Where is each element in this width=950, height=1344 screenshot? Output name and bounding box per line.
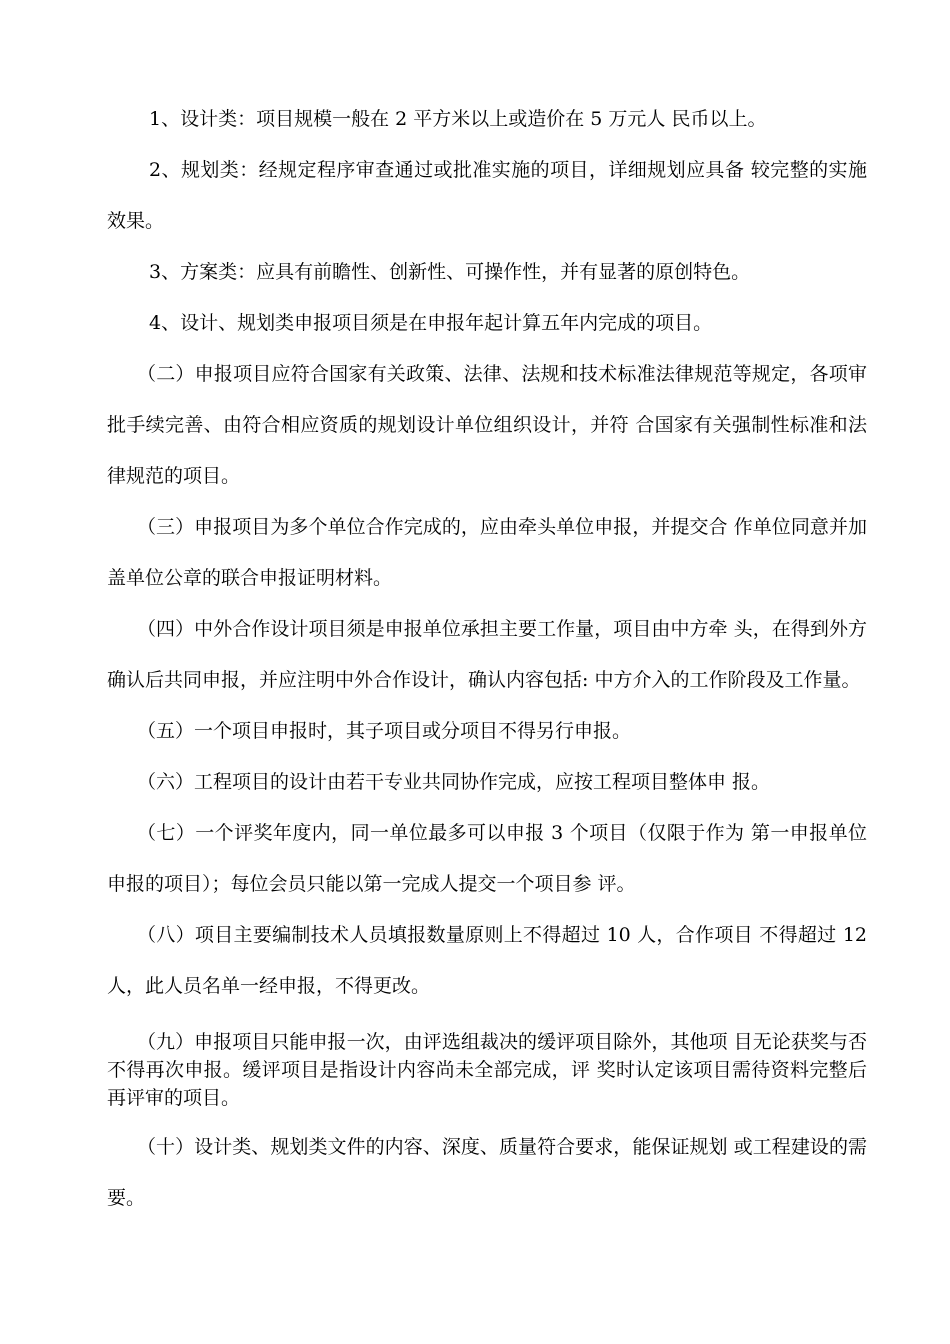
paragraph-item-10: （十）设计类、规划类文件的内容、深度、质量符合要求，能保证规划 或工程建设的需要。 [107,1136,867,1209]
paragraph-item-4: （四）中外合作设计项目须是申报单位承担主要工作量，项目由中方牵 头，在得到外方确认后共同申报，并应注明中外合作设计，确认内容包括: 中方介入的工作阶段及工作量。 [107,618,867,691]
paragraph-item-2: （二）申报项目应符合国家有关政策、法律、法规和技术标准法律规范等规定，各项审批手续完善、由符合相应资质的规划设计单位组织设计，并符 合国家有关强制性标准和法律规范的项目。 [107,363,867,487]
paragraph-item-6: （六）工程项目的设计由若干专业共同协作完成，应按工程项目整体申 报。 [137,771,771,793]
paragraph-item-7: （七）一个评奖年度内，同一单位最多可以申报 3 个项目（仅限于作为 第一申报单位申报的项目）；每位会员只能以第一完成人提交一个项目参 评。 [107,822,867,895]
paragraph-completion-period: 4、设计、规划类申报项目须是在申报年起计算五年内完成的项目。 [149,312,713,334]
paragraph-item-9: （九）申报项目只能申报一次，由评选组裁决的缓评项目除外，其他项 目无论获奖与否不得再次申报。缓评项目是指设计内容尚未全部完成，评 奖时认定该项目需待资料完整后再评审的项目。 [107,1031,867,1109]
paragraph-item-5: （五）一个项目申报时，其子项目或分项目不得另行申报。 [137,720,632,742]
paragraph-planning-category: 2、规划类：经规定程序审查通过或批准实施的项目，详细规划应具备 较完整的实施效果。 [107,159,867,232]
paragraph-item-8: （八）项目主要编制技术人员填报数量原则上不得超过 10 人，合作项目 不得超过 12 人，此人员名单一经申报，不得更改。 [107,924,867,997]
paragraph-scheme-category: 3、方案类：应具有前瞻性、创新性、可操作性，并有显著的原创特色。 [149,261,751,283]
document-page [107,94,867,1224]
paragraph-item-3: （三）申报项目为多个单位合作完成的，应由牵头单位申报，并提交合 作单位同意并加盖单位公章的联合申报证明材料。 [107,516,867,589]
paragraph-design-category: 1、设计类：项目规模一般在 2 平方米以上或造价在 5 万元人 民币以上。 [149,108,767,130]
